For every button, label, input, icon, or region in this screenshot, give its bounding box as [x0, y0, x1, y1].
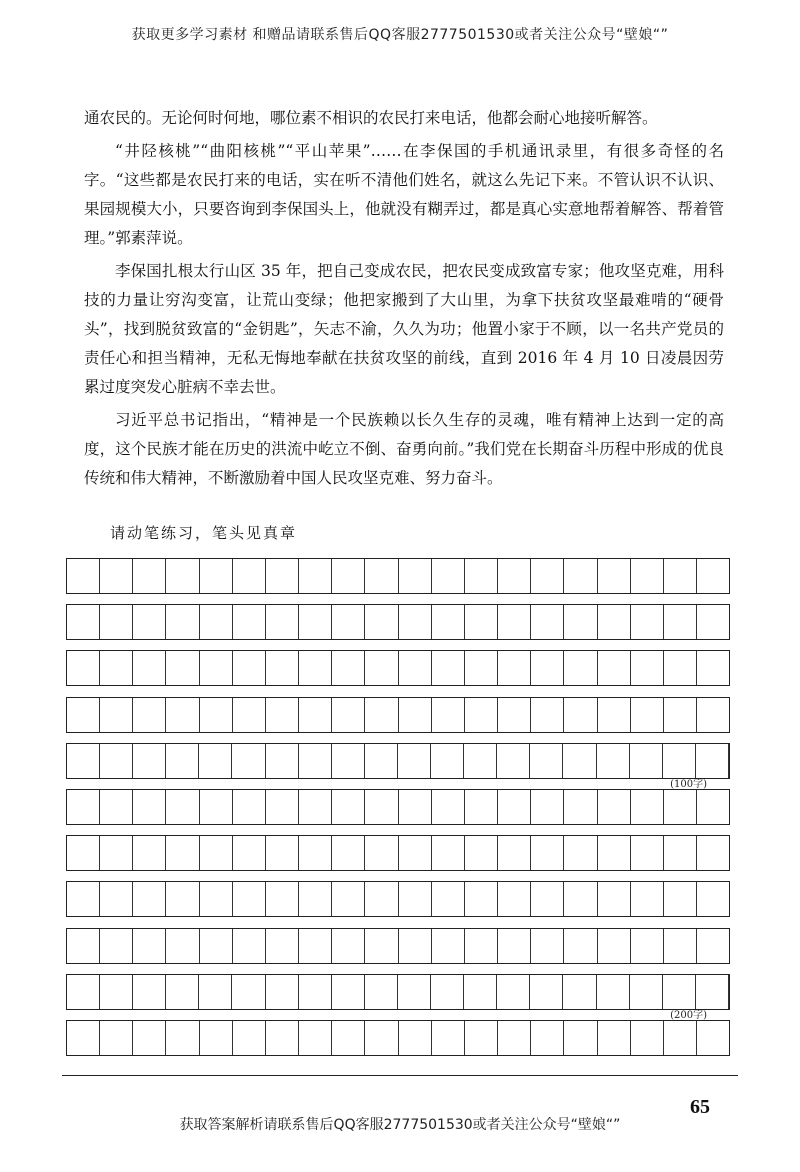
- article-body: [84, 104, 724, 497]
- grid-cell[interactable]: [398, 744, 431, 778]
- grid-cell[interactable]: [100, 1021, 133, 1055]
- grid-cell[interactable]: [432, 559, 465, 593]
- grid-cell[interactable]: [432, 605, 465, 639]
- grid-cell[interactable]: [133, 744, 166, 778]
- grid-cell[interactable]: [663, 744, 696, 778]
- grid-cell[interactable]: [631, 929, 664, 963]
- grid-cell[interactable]: [100, 836, 133, 870]
- grid-cell[interactable]: [398, 975, 431, 1009]
- grid-cell[interactable]: [233, 882, 266, 916]
- grid-cell[interactable]: [100, 790, 133, 824]
- grid-cell[interactable]: [531, 1021, 564, 1055]
- grid-cell[interactable]: [266, 559, 299, 593]
- grid-cell[interactable]: [67, 975, 100, 1009]
- grid-cell[interactable]: [399, 1021, 432, 1055]
- grid-cell[interactable]: [299, 929, 332, 963]
- grid-cell[interactable]: [233, 605, 266, 639]
- grid-cell[interactable]: [100, 651, 133, 685]
- grid-cell[interactable]: [133, 836, 166, 870]
- paragraph-3: 李保国扎根太行山区 35 年，把自己变成农民，把农民变成致富专家；他攻坚克难，用科技的力量让穷沟变富，让荒山变绿；他把家搬到了大山里，为拿下扶贫攻坚最难啃的“硬骨头”，找到脱贫致富的“金钥匙”，矢志不渝，久久为功；他置小家于不顾，以一名共产党员的责任心和担当精神，无私无悔地奉献在扶贫攻坚的前线，直到 2016 年 4 月 10 日凌晨因劳累过度突发心脏病不幸去世。: [84, 262, 724, 396]
- grid-row[interactable]: [66, 928, 730, 964]
- grid-cell[interactable]: [564, 559, 597, 593]
- grid-row[interactable]: [66, 789, 730, 825]
- grid-cell[interactable]: [399, 790, 432, 824]
- grid-cell[interactable]: [266, 651, 299, 685]
- grid-cell[interactable]: [365, 698, 398, 732]
- grid-cell[interactable]: [100, 559, 133, 593]
- grid-cell[interactable]: [67, 651, 100, 685]
- grid-cell[interactable]: [399, 882, 432, 916]
- grid-cell[interactable]: [464, 744, 497, 778]
- header-note: 获取更多学习素材 和赠品请联系售后QQ客服2777501530或者关注公众号“壁娘“”: [131, 27, 669, 43]
- grid-cell[interactable]: [564, 836, 597, 870]
- grid-cell[interactable]: [233, 651, 266, 685]
- grid-cell[interactable]: [133, 605, 166, 639]
- bottom-divider: [62, 1075, 738, 1076]
- grid-cell[interactable]: [266, 698, 299, 732]
- grid-cell[interactable]: [266, 882, 299, 916]
- grid-cell[interactable]: [664, 651, 697, 685]
- grid-cell[interactable]: [497, 744, 530, 778]
- grid-cell[interactable]: [299, 882, 332, 916]
- grid-cell[interactable]: [332, 698, 365, 732]
- grid-cell[interactable]: [299, 836, 332, 870]
- grid-cell[interactable]: [498, 605, 531, 639]
- grid-cell[interactable]: [200, 698, 233, 732]
- grid-cell[interactable]: [299, 744, 332, 778]
- grid-cell[interactable]: [67, 698, 100, 732]
- grid-cell[interactable]: [564, 605, 597, 639]
- grid-cell[interactable]: [332, 929, 365, 963]
- grid-cell[interactable]: [133, 1021, 166, 1055]
- paragraph-4: 习近平总书记指出，“精神是一个民族赖以长久生存的灵魂，唯有精神上达到一定的高度，这个民族才能在历史的洪流中屹立不倒、奋勇向前。”我们党在长期奋斗历程中形成的优良传统和伟大精神，不断激励着中国人民攻坚克难、努力奋斗。: [84, 411, 724, 487]
- grid-cell[interactable]: [166, 605, 199, 639]
- grid-row[interactable]: [66, 881, 730, 917]
- grid-cell[interactable]: [598, 1021, 631, 1055]
- grid-cell[interactable]: [232, 975, 265, 1009]
- grid-cell[interactable]: [100, 698, 133, 732]
- grid-cell[interactable]: [266, 929, 299, 963]
- grid-cell[interactable]: [465, 790, 498, 824]
- grid-cell[interactable]: [564, 698, 597, 732]
- grid-cell[interactable]: [67, 1021, 100, 1055]
- grid-cell[interactable]: [233, 790, 266, 824]
- grid-cell[interactable]: [696, 975, 729, 1009]
- grid-cell[interactable]: [465, 559, 498, 593]
- grid-cell[interactable]: [365, 836, 398, 870]
- grid-cell[interactable]: [598, 605, 631, 639]
- grid-cell[interactable]: [332, 744, 365, 778]
- grid-cell[interactable]: [563, 975, 596, 1009]
- page-number: 65: [690, 1096, 710, 1118]
- grid-row[interactable]: [66, 835, 730, 871]
- grid-cell[interactable]: [598, 651, 631, 685]
- grid-cell[interactable]: [200, 929, 233, 963]
- grid-cell[interactable]: [299, 698, 332, 732]
- grid-cell[interactable]: [631, 882, 664, 916]
- grid-cell[interactable]: [498, 698, 531, 732]
- grid-cell[interactable]: [664, 559, 697, 593]
- grid-cell[interactable]: [133, 698, 166, 732]
- grid-cell[interactable]: [266, 790, 299, 824]
- grid-cell[interactable]: [399, 651, 432, 685]
- grid-cell[interactable]: [365, 929, 398, 963]
- grid-cell[interactable]: [365, 882, 398, 916]
- grid-cell[interactable]: [498, 651, 531, 685]
- grid-cell[interactable]: [598, 559, 631, 593]
- grid-row[interactable]: [66, 650, 730, 686]
- grid-cell[interactable]: [365, 559, 398, 593]
- grid-cell[interactable]: [465, 651, 498, 685]
- grid-cell[interactable]: [266, 605, 299, 639]
- grid-cell[interactable]: [233, 836, 266, 870]
- grid-cell[interactable]: [233, 1021, 266, 1055]
- grid-cell[interactable]: [564, 790, 597, 824]
- grid-cell[interactable]: [365, 651, 398, 685]
- grid-cell[interactable]: [199, 975, 232, 1009]
- grid-cell[interactable]: [100, 605, 133, 639]
- grid-cell[interactable]: [631, 651, 664, 685]
- grid-cell[interactable]: [631, 605, 664, 639]
- grid-cell[interactable]: [67, 559, 100, 593]
- grid-cell[interactable]: [365, 605, 398, 639]
- grid-cell[interactable]: [200, 651, 233, 685]
- grid-cell[interactable]: [530, 744, 563, 778]
- grid-cell[interactable]: [431, 975, 464, 1009]
- grid-cell[interactable]: [564, 1021, 597, 1055]
- grid-cell[interactable]: [498, 836, 531, 870]
- grid-cell[interactable]: [266, 744, 299, 778]
- grid-cell[interactable]: [166, 975, 199, 1009]
- grid-cell[interactable]: [100, 929, 133, 963]
- grid-cell[interactable]: [332, 651, 365, 685]
- grid-cell[interactable]: [200, 836, 233, 870]
- grid-cell[interactable]: [432, 836, 465, 870]
- grid-cell[interactable]: [564, 929, 597, 963]
- grid-cell[interactable]: [67, 836, 100, 870]
- grid-cell[interactable]: [266, 1021, 299, 1055]
- grid-cell[interactable]: [299, 1021, 332, 1055]
- grid-cell[interactable]: [664, 836, 697, 870]
- grid-cell[interactable]: [166, 744, 199, 778]
- grid-cell[interactable]: [697, 882, 729, 916]
- grid-cell[interactable]: [630, 744, 663, 778]
- grid-cell[interactable]: [564, 882, 597, 916]
- grid-cell[interactable]: [697, 698, 729, 732]
- grid-cell[interactable]: [563, 744, 596, 778]
- grid-cell[interactable]: [432, 790, 465, 824]
- footer-note: 获取答案解析请联系售后QQ客服2777501530或者关注公众号“壁娘“”: [179, 1117, 621, 1133]
- grid-cell[interactable]: [200, 1021, 233, 1055]
- grid-cell[interactable]: [531, 790, 564, 824]
- grid-cell[interactable]: [696, 744, 729, 778]
- grid-cell[interactable]: [266, 975, 299, 1009]
- grid-cell[interactable]: [498, 1021, 531, 1055]
- grid-cell[interactable]: [67, 882, 100, 916]
- word-count-100-label: (100字): [670, 778, 707, 790]
- grid-row[interactable]: [66, 743, 730, 790]
- grid-cell[interactable]: [299, 651, 332, 685]
- word-count-200-label: (200字): [670, 1009, 707, 1021]
- grid-cell[interactable]: [332, 605, 365, 639]
- grid-cell[interactable]: [166, 790, 199, 824]
- grid-cell[interactable]: [133, 651, 166, 685]
- grid-cell[interactable]: [498, 790, 531, 824]
- grid-cell[interactable]: [332, 882, 365, 916]
- grid-cell[interactable]: [299, 975, 332, 1009]
- grid-cell[interactable]: [664, 790, 697, 824]
- grid-cell[interactable]: [498, 559, 531, 593]
- grid-cell[interactable]: [465, 605, 498, 639]
- grid-cell[interactable]: [697, 836, 729, 870]
- grid-cell[interactable]: [332, 559, 365, 593]
- grid-cell[interactable]: [597, 975, 630, 1009]
- grid-cell[interactable]: [631, 559, 664, 593]
- grid-cell[interactable]: [432, 929, 465, 963]
- grid-cell[interactable]: [67, 605, 100, 639]
- grid-cell[interactable]: [432, 1021, 465, 1055]
- grid-cell[interactable]: [399, 698, 432, 732]
- grid-cell[interactable]: [67, 929, 100, 963]
- grid-cell[interactable]: [399, 929, 432, 963]
- grid-cell[interactable]: [531, 882, 564, 916]
- writing-grid[interactable]: [66, 558, 730, 1066]
- exercise-prompt: 请动笔练习，笔头见真章: [110, 524, 298, 542]
- grid-cell[interactable]: [432, 882, 465, 916]
- grid-cell[interactable]: [465, 1021, 498, 1055]
- paragraph-1: 通农民的。无论何时何地，哪位素不相识的农民打来电话，他都会耐心地接听解答。: [84, 109, 658, 127]
- grid-cell[interactable]: [299, 790, 332, 824]
- grid-cell[interactable]: [365, 790, 398, 824]
- grid-cell[interactable]: [166, 882, 199, 916]
- grid-cell[interactable]: [332, 836, 365, 870]
- grid-cell[interactable]: [166, 559, 199, 593]
- grid-cell[interactable]: [266, 836, 299, 870]
- grid-cell[interactable]: [631, 836, 664, 870]
- grid-cell[interactable]: [399, 836, 432, 870]
- grid-cell[interactable]: [531, 605, 564, 639]
- grid-cell[interactable]: [200, 605, 233, 639]
- grid-cell[interactable]: [664, 698, 697, 732]
- grid-cell[interactable]: [531, 651, 564, 685]
- grid-cell[interactable]: [365, 975, 398, 1009]
- grid-cell[interactable]: [497, 975, 530, 1009]
- grid-cell[interactable]: [166, 698, 199, 732]
- grid-cell[interactable]: [365, 1021, 398, 1055]
- grid-cell[interactable]: [166, 929, 199, 963]
- grid-cell[interactable]: [465, 929, 498, 963]
- grid-cell[interactable]: [432, 698, 465, 732]
- grid-cell[interactable]: [598, 698, 631, 732]
- grid-cell[interactable]: [498, 929, 531, 963]
- grid-cell[interactable]: [100, 975, 133, 1009]
- grid-row[interactable]: [66, 558, 730, 594]
- grid-cell[interactable]: [166, 836, 199, 870]
- grid-cell[interactable]: [233, 929, 266, 963]
- grid-cell[interactable]: [697, 1021, 729, 1055]
- grid-row[interactable]: [66, 974, 730, 1021]
- grid-cell[interactable]: [166, 1021, 199, 1055]
- grid-cell[interactable]: [631, 698, 664, 732]
- grid-row[interactable]: [66, 697, 730, 733]
- grid-cell[interactable]: [133, 559, 166, 593]
- grid-cell[interactable]: [67, 790, 100, 824]
- grid-cell[interactable]: [431, 744, 464, 778]
- grid-cell[interactable]: [332, 975, 365, 1009]
- grid-cell[interactable]: [133, 975, 166, 1009]
- grid-cell[interactable]: [531, 698, 564, 732]
- grid-cell[interactable]: [697, 790, 729, 824]
- grid-cell[interactable]: [531, 836, 564, 870]
- grid-cell[interactable]: [597, 744, 630, 778]
- grid-cell[interactable]: [598, 790, 631, 824]
- grid-cell[interactable]: [697, 929, 729, 963]
- grid-cell[interactable]: [332, 790, 365, 824]
- grid-cell[interactable]: [697, 559, 729, 593]
- grid-cell[interactable]: [67, 744, 100, 778]
- grid-cell[interactable]: [233, 698, 266, 732]
- grid-cell[interactable]: [498, 882, 531, 916]
- grid-cell[interactable]: [133, 929, 166, 963]
- grid-cell[interactable]: [697, 605, 729, 639]
- grid-cell[interactable]: [199, 744, 232, 778]
- grid-cell[interactable]: [663, 975, 696, 1009]
- grid-cell[interactable]: [631, 790, 664, 824]
- grid-cell[interactable]: [299, 559, 332, 593]
- grid-cell[interactable]: [464, 975, 497, 1009]
- grid-cell[interactable]: [232, 744, 265, 778]
- grid-cell[interactable]: [133, 882, 166, 916]
- grid-cell[interactable]: [531, 559, 564, 593]
- grid-cell[interactable]: [465, 698, 498, 732]
- grid-cell[interactable]: [332, 1021, 365, 1055]
- grid-cell[interactable]: [530, 975, 563, 1009]
- grid-cell[interactable]: [564, 651, 597, 685]
- grid-cell[interactable]: [664, 929, 697, 963]
- grid-cell[interactable]: [133, 790, 166, 824]
- grid-cell[interactable]: [465, 836, 498, 870]
- grid-cell[interactable]: [531, 929, 564, 963]
- grid-cell[interactable]: [299, 605, 332, 639]
- grid-cell[interactable]: [100, 744, 133, 778]
- grid-cell[interactable]: [200, 882, 233, 916]
- grid-cell[interactable]: [100, 882, 133, 916]
- grid-cell[interactable]: [166, 651, 199, 685]
- grid-cell[interactable]: [664, 605, 697, 639]
- grid-row[interactable]: [66, 604, 730, 640]
- grid-cell[interactable]: [200, 790, 233, 824]
- grid-cell[interactable]: [697, 651, 729, 685]
- grid-cell[interactable]: [233, 559, 266, 593]
- grid-cell[interactable]: [664, 882, 697, 916]
- grid-cell[interactable]: [432, 651, 465, 685]
- grid-cell[interactable]: [598, 882, 631, 916]
- grid-cell[interactable]: [598, 836, 631, 870]
- grid-cell[interactable]: [465, 882, 498, 916]
- grid-cell[interactable]: [598, 929, 631, 963]
- grid-cell[interactable]: [365, 744, 398, 778]
- grid-row[interactable]: [66, 1020, 730, 1056]
- paragraph-2: “井陉核桃”“曲阳核桃”“平山苹果”……在李保国的手机通讯录里，有很多奇怪的名字。“这些都是农民打来的电话，实在听不清他们姓名，就这么先记下来。不管认识不认识、果园规模大小，只要咨询到李保国头上，他就没有糊弄过，都是真心实意地帮着解答、帮着管理。”郭素萍说。: [84, 142, 724, 247]
- grid-cell[interactable]: [664, 1021, 697, 1055]
- grid-cell[interactable]: [399, 605, 432, 639]
- grid-cell[interactable]: [631, 1021, 664, 1055]
- grid-cell[interactable]: [399, 559, 432, 593]
- grid-cell[interactable]: [630, 975, 663, 1009]
- grid-cell[interactable]: [200, 559, 233, 593]
